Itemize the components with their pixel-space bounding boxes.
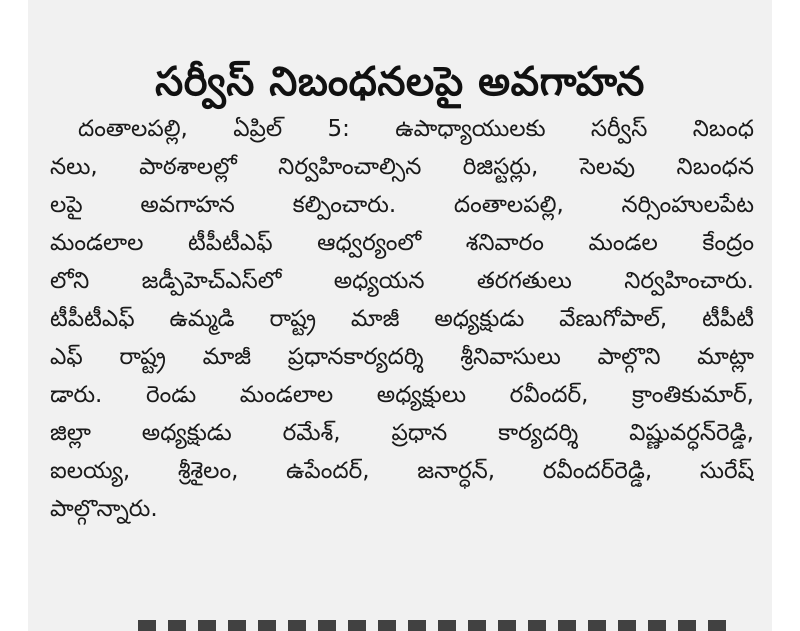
article-line-9: జిల్లా అధ్యక్షుడు రమేశ్, ప్రధాన కార్యదర్శి విష్ణువర్ధన్‌రెడ్డి, (50, 420, 754, 446)
article-line-1: దంతాలపల్లి, ఏప్రిల్ 5: ఉపాధ్యాయులకు సర్వీస్ నిబంధ (78, 116, 754, 142)
article-line-10: ఐలయ్య, శ్రీశైలం, ఉపేందర్, జనార్ధన్, రవీందర్‌రెడ్డి, సురేష్ (50, 458, 754, 484)
cropped-previous-line (50, 0, 750, 8)
newspaper-clipping (28, 0, 772, 631)
article-line-3: లపై అవగాహన కల్పించారు. దంతాలపల్లి, నర్సింహులపేట (50, 192, 754, 218)
cropped-next-headline (138, 614, 738, 631)
article-headline: సర్వీస్ నిబంధనలపై అవగాహన (155, 58, 645, 105)
article-body (50, 110, 754, 528)
article-line-11: పాల్గొన్నారు. (50, 496, 158, 522)
article-line-2: నలు, పాఠశాలల్లో నిర్వహించాల్సిన రిజిస్టర్లు, సెలవు నిబంధన (50, 154, 754, 180)
article-line-8: డారు. రెండు మండలాల అధ్యక్షులు రవీందర్, క్రాంతికుమార్, (50, 382, 754, 408)
article-line-7: ఎఫ్ రాష్ట్ర మాజీ ప్రధానకార్యదర్శి శ్రీనివాసులు పాల్గొని మాట్లా (50, 344, 754, 370)
article-line-6: టీపీటీఎఫ్ ఉమ్మడి రాష్ట్ర మాజీ అధ్యక్షుడు వేణుగోపాల్, టీపీటీ (50, 306, 754, 332)
article-line-5: లోని జడ్పీహెచ్ఎస్‌లో అధ్యయన తరగతులు నిర్వహించారు. (50, 268, 754, 294)
article-line-4: మండలాల టీపీటీఎఫ్ ఆధ్వర్యంలో శనివారం మండల కేంద్రం (50, 230, 754, 256)
